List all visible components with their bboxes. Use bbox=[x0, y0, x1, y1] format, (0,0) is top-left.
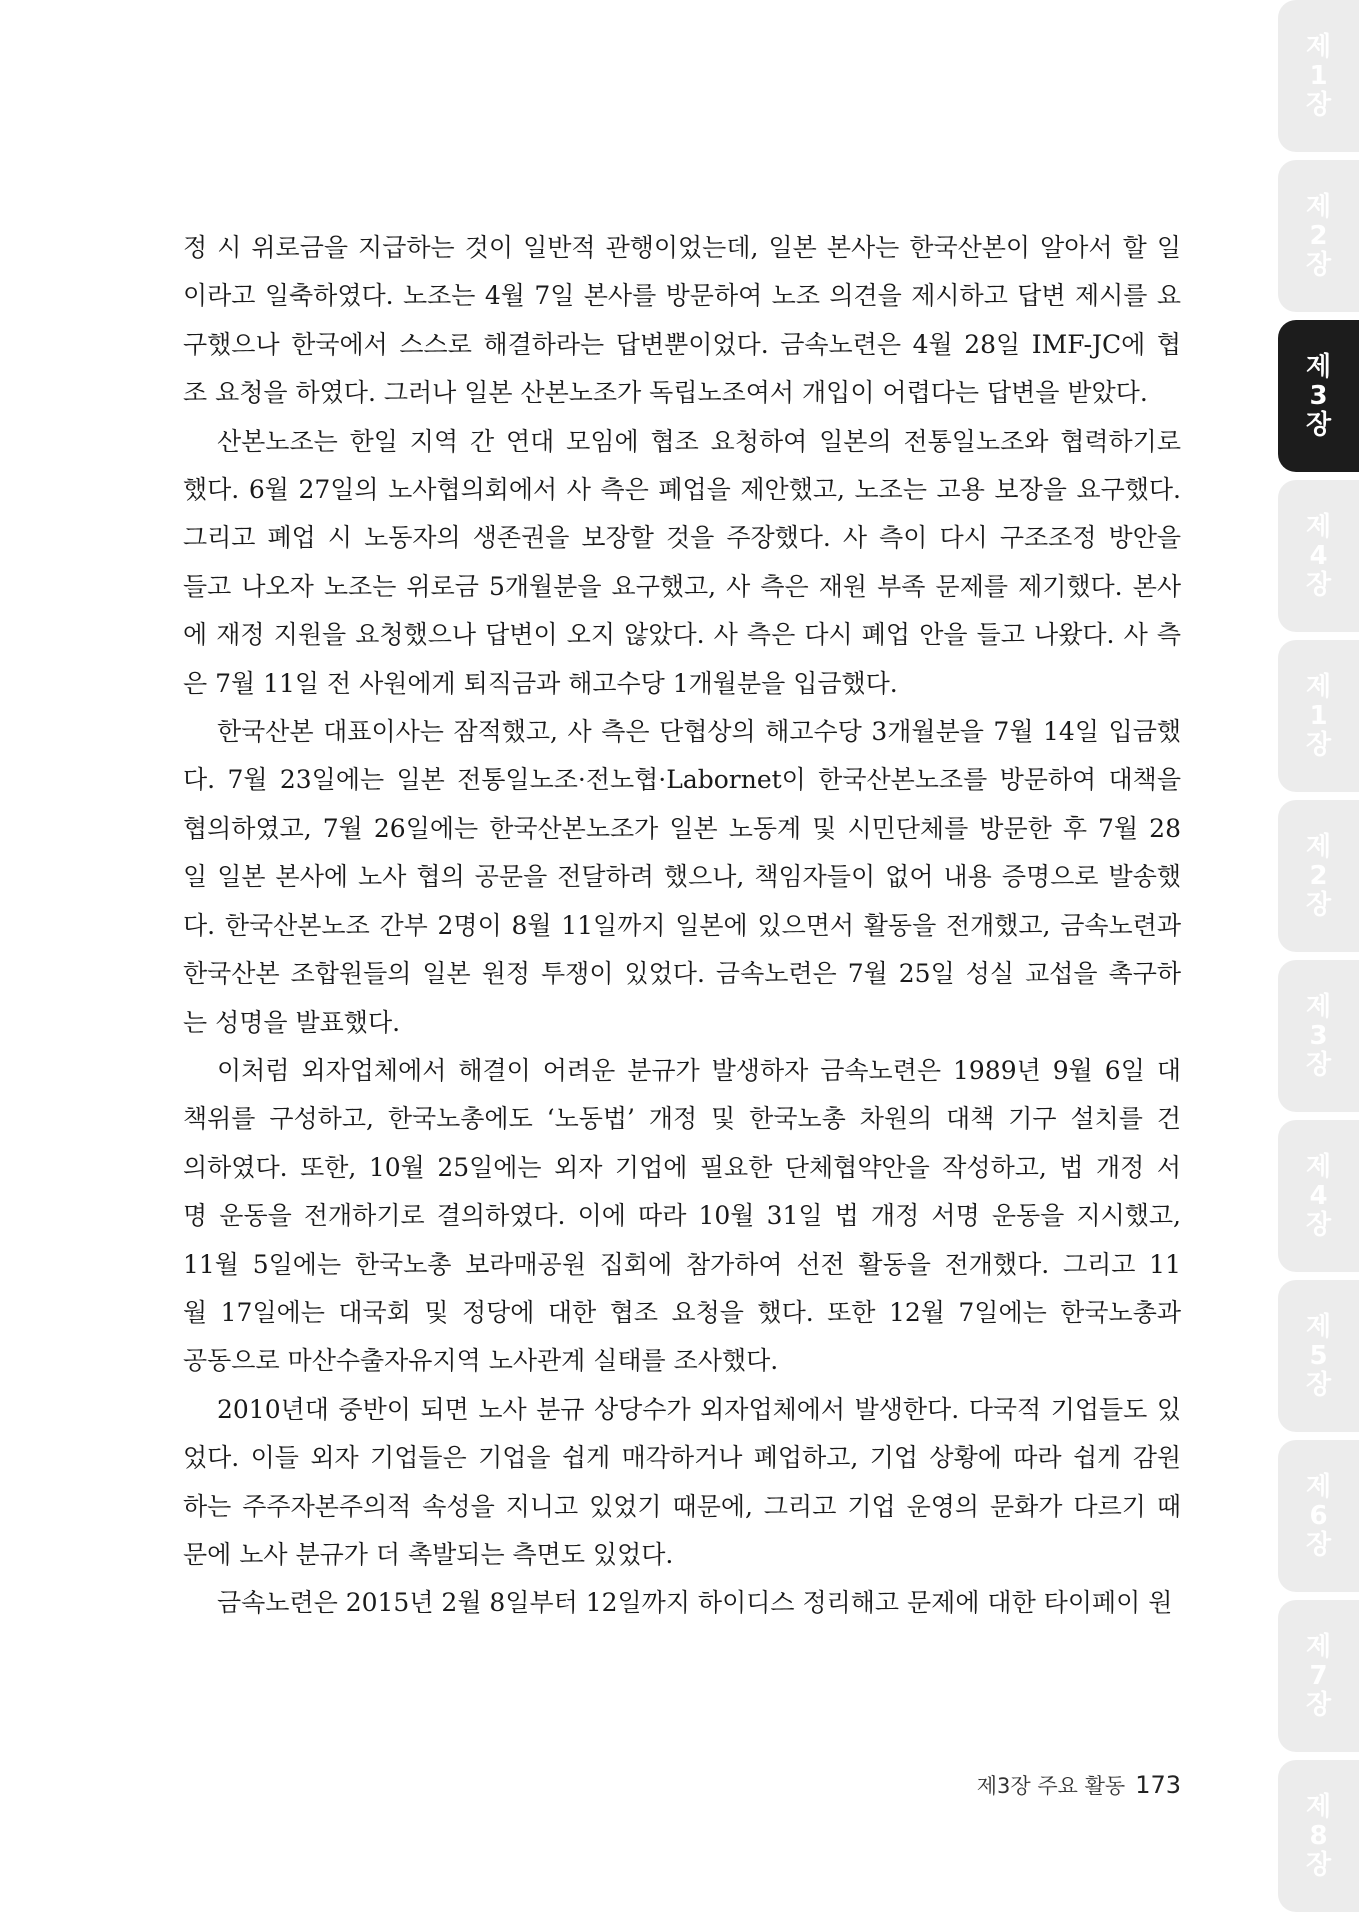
text-line: 의하였다. 또한, 10월 25일에는 외자 기업에 필요한 단체협약안을 작성하고, 법 개정 서 bbox=[183, 1152, 1181, 1182]
chapter-tab-char: 제 bbox=[1305, 1311, 1332, 1342]
chapter-tab-char: 제 bbox=[1305, 831, 1332, 862]
text-line: 었다. 이들 외자 기업들은 기업을 쉽게 매각하거나 폐업하고, 기업 상황에 따라 쉽게 감원 bbox=[183, 1443, 1181, 1473]
text-line: 한국산본 대표이사는 잠적했고, 사 측은 단협상의 해고수당 3개월분을 7월 14일 입금했 bbox=[217, 717, 1181, 747]
chapter-tab-char: 제 bbox=[1305, 511, 1332, 542]
text-line: 에 재정 지원을 요청했으나 답변이 오지 않았다. 사 측은 다시 폐업 안을 들고 나왔다. 사 측 bbox=[183, 620, 1181, 650]
chapter-tab-char: 6 bbox=[1309, 1500, 1328, 1531]
chapter-tab[interactable] bbox=[1278, 1600, 1359, 1752]
text-line: 11월 5일에는 한국노총 보라매공원 집회에 참가하여 선전 활동을 전개했다. 그리고 11 bbox=[183, 1249, 1181, 1279]
chapter-tab-char: 3 bbox=[1309, 380, 1328, 411]
paragraph bbox=[183, 1047, 1181, 1386]
chapter-tab[interactable] bbox=[1278, 1760, 1359, 1912]
text-line: 하는 주주자본주의적 속성을 지니고 있었기 때문에, 그리고 기업 운영의 문화가 다르기 때 bbox=[183, 1491, 1181, 1521]
text-line: 했다. 6월 27일의 노사협의회에서 사 측은 폐업을 제안했고, 노조는 고용 보장을 요구했다. bbox=[183, 475, 1181, 505]
paragraph bbox=[183, 1386, 1181, 1580]
page-footer bbox=[900, 1770, 1181, 1800]
chapter-tab-char: 4 bbox=[1309, 540, 1328, 571]
text-line: 문에 노사 분규가 더 촉발되는 측면도 있었다. bbox=[183, 1539, 674, 1569]
chapter-tab[interactable] bbox=[1278, 480, 1359, 632]
text-line: 책위를 구성하고, 한국노총에도 ‘노동법’ 개정 및 한국노총 차원의 대책 기구 설치를 건 bbox=[183, 1104, 1181, 1134]
chapter-tab-char: 제 bbox=[1305, 191, 1332, 222]
chapter-tab[interactable] bbox=[1278, 320, 1359, 472]
chapter-tab-char: 2 bbox=[1309, 220, 1328, 251]
chapter-tab-char: 제 bbox=[1305, 1471, 1332, 1502]
chapter-tab-char: 2 bbox=[1309, 860, 1328, 891]
chapter-tab-char: 1 bbox=[1309, 700, 1328, 731]
text-line: 일 일본 본사에 노사 협의 공문을 전달하려 했으나, 책임자들이 없어 내용 증명으로 발송했 bbox=[183, 862, 1181, 892]
chapter-tab[interactable] bbox=[1278, 1280, 1359, 1432]
body-text bbox=[183, 224, 1181, 1628]
chapter-tab-char: 5 bbox=[1309, 1340, 1328, 1371]
chapter-tab-char: 제 bbox=[1305, 671, 1332, 702]
text-line: 다. 7월 23일에는 일본 전통일노조·전노협·Labornet이 한국산본노조를 방문하여 대책을 bbox=[183, 765, 1181, 795]
chapter-tab[interactable] bbox=[1278, 800, 1359, 952]
chapter-tab-char: 장 bbox=[1305, 1849, 1332, 1880]
chapter-tab-char: 장 bbox=[1305, 1689, 1332, 1720]
text-line: 는 성명을 발표했다. bbox=[183, 1007, 401, 1037]
chapter-tab-char: 8 bbox=[1309, 1820, 1328, 1851]
chapter-tab-char: 제 bbox=[1305, 351, 1332, 382]
chapter-tab[interactable] bbox=[1278, 1440, 1359, 1592]
chapter-tab-char: 장 bbox=[1305, 1529, 1332, 1560]
text-line: 은 7월 11일 전 사원에게 퇴직금과 해고수당 1개월분을 입금했다. bbox=[183, 668, 898, 698]
chapter-tab-char: 1 bbox=[1309, 60, 1328, 91]
chapter-tab-char: 장 bbox=[1305, 1209, 1332, 1240]
chapter-tab-char: 장 bbox=[1305, 569, 1332, 600]
text-line: 정 시 위로금을 지급하는 것이 일반적 관행이었는데, 일본 본사는 한국산본이 알아서 할 일 bbox=[183, 233, 1181, 262]
text-line: 금속노련은 2015년 2월 8일부터 12일까지 하이디스 정리해고 문제에 대한 타이페이 원 bbox=[217, 1588, 1173, 1618]
chapter-tab-char: 장 bbox=[1305, 89, 1332, 120]
text-line: 명 운동을 전개하기로 결의하였다. 이에 따라 10월 31일 법 개정 서명 운동을 지시했고, bbox=[183, 1201, 1181, 1231]
chapter-tab[interactable] bbox=[1278, 960, 1359, 1112]
chapter-tab-char: 제 bbox=[1305, 1151, 1332, 1182]
chapter-tabs bbox=[1278, 0, 1359, 1920]
text-line: 한국산본 조합원들의 일본 원정 투쟁이 있었다. 금속노련은 7월 25일 성실 교섭을 촉구하 bbox=[183, 959, 1181, 989]
chapter-tab[interactable] bbox=[1278, 1120, 1359, 1272]
running-chapter-title: 제3장 주요 활동 bbox=[976, 1774, 1126, 1798]
chapter-tab-char: 장 bbox=[1305, 889, 1332, 920]
text-line: 협의하였고, 7월 26일에는 한국산본노조가 일본 노동계 및 시민단체를 방문한 후 7월 28 bbox=[183, 813, 1181, 843]
text-line: 이처럼 외자업체에서 해결이 어려운 분규가 발생하자 금속노련은 1989년 9월 6일 대 bbox=[217, 1055, 1181, 1085]
chapter-tab[interactable] bbox=[1278, 640, 1359, 792]
text-line: 2010년대 중반이 되면 노사 분규 상당수가 외자업체에서 발생한다. 다국적 기업들도 있 bbox=[217, 1394, 1181, 1424]
paragraph bbox=[183, 224, 1181, 418]
text-line: 월 17일에는 대국회 및 정당에 대한 협조 요청을 했다. 또한 12월 7일에는 한국노총과 bbox=[183, 1297, 1181, 1327]
chapter-tab-char: 장 bbox=[1305, 729, 1332, 760]
chapter-tab-char: 제 bbox=[1305, 991, 1332, 1022]
chapter-tab-char: 장 bbox=[1305, 409, 1332, 440]
chapter-tab[interactable] bbox=[1278, 160, 1359, 312]
chapter-tab-char: 제 bbox=[1305, 31, 1332, 62]
chapter-tab-char: 제 bbox=[1305, 1791, 1332, 1822]
chapter-tab[interactable] bbox=[1278, 0, 1359, 152]
text-line: 조 요청을 하였다. 그러나 일본 산본노조가 독립노조여서 개입이 어렵다는 답변을 받았다. bbox=[183, 378, 1148, 408]
chapter-tab-char: 장 bbox=[1305, 1369, 1332, 1400]
text-line: 구했으나 한국에서 스스로 해결하라는 답변뿐이었다. 금속노련은 4월 28일 IMF-JC에 협 bbox=[183, 329, 1181, 359]
text-line: 그리고 폐업 시 노동자의 생존권을 보장할 것을 주장했다. 사 측이 다시 구조조정 방안을 bbox=[183, 523, 1181, 553]
text-line: 들고 나오자 노조는 위로금 5개월분을 요구했고, 사 측은 재원 부족 문제를 제기했다. 본사 bbox=[183, 571, 1181, 601]
page-number: 173 bbox=[1135, 1771, 1181, 1799]
chapter-tab-char: 제 bbox=[1305, 1631, 1332, 1662]
paragraph bbox=[183, 1579, 1181, 1627]
chapter-tab-char: 장 bbox=[1305, 249, 1332, 280]
text-line: 다. 한국산본노조 간부 2명이 8월 11일까지 일본에 있으면서 활동을 전개했고, 금속노련과 bbox=[183, 910, 1181, 940]
text-line: 산본노조는 한일 지역 간 연대 모임에 협조 요청하여 일본의 전통일노조와 협력하기로 bbox=[217, 426, 1181, 456]
chapter-tab-char: 4 bbox=[1309, 1180, 1328, 1211]
chapter-tab-char: 7 bbox=[1309, 1660, 1328, 1691]
paragraph bbox=[183, 708, 1181, 1047]
text-line: 공동으로 마산수출자유지역 노사관계 실태를 조사했다. bbox=[183, 1346, 779, 1376]
paragraph bbox=[183, 418, 1181, 708]
chapter-tab-char: 3 bbox=[1309, 1020, 1328, 1051]
text-line: 이라고 일축하였다. 노조는 4월 7일 본사를 방문하여 노조 의견을 제시하고 답변 제시를 요 bbox=[183, 281, 1181, 311]
chapter-tab-char: 장 bbox=[1305, 1049, 1332, 1080]
